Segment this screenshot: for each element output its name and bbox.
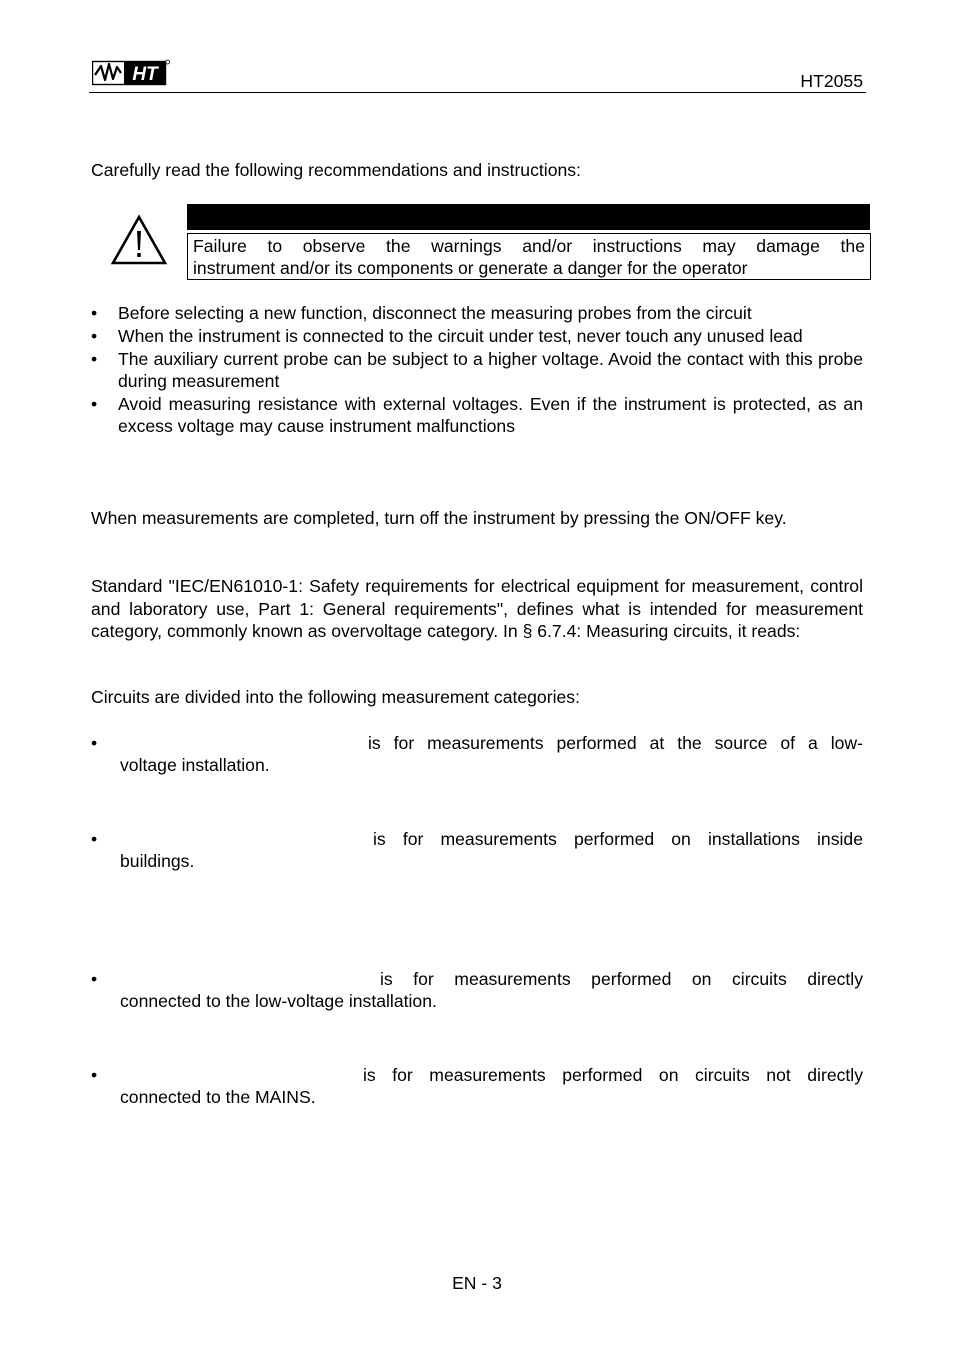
category-item	[91, 828, 863, 872]
category-line-2: connected to the MAINS.	[120, 1087, 316, 1107]
warning-header-bar	[187, 204, 870, 230]
category-item	[91, 732, 863, 776]
bullet-glyph: •	[91, 829, 98, 849]
warning-triangle-icon	[110, 214, 168, 266]
intro-text: Carefully read the following recommendations and instructions:	[91, 160, 581, 180]
page-number: EN - 3	[452, 1273, 502, 1293]
list-item: • The auxiliary current probe can be subject to a higher voltage. Avoid the contact with this probe during measurement	[91, 348, 863, 392]
standard-text: Standard "IEC/EN61010-1: Safety requirements for electrical equipment for measurement, control and laboratory use, Part 1: General requirements", defines what is intended for measurement category, commonly known as overvoltage category. In § 6.7.4: Measuring circuits, it reads:	[91, 576, 863, 641]
bullet-glyph: •	[91, 733, 98, 753]
category-line-2: voltage installation.	[120, 755, 270, 775]
list-item: • Avoid measuring resistance with external voltages. Even if the instrument is protected, as an excess voltage may cause instrument malfunctions	[91, 393, 863, 437]
category-item	[91, 1064, 863, 1108]
list-item: • When the instrument is connected to the circuit under test, never touch any unused lead	[91, 325, 863, 347]
category-item	[91, 968, 863, 1012]
precautions-list	[91, 302, 863, 438]
list-item: • Before selecting a new function, disconnect the measuring probes from the circuit	[91, 302, 863, 324]
circuits-intro-text: Circuits are divided into the following measurement categories:	[91, 687, 580, 707]
category-line-2: buildings.	[120, 851, 195, 871]
warning-line-1: Failure to observe the warnings and/or instructions may damage the	[193, 236, 865, 256]
model-number: HT2055	[800, 71, 863, 91]
bullet-glyph: •	[91, 969, 98, 989]
logo-text: HT	[132, 64, 158, 85]
ht-logo	[92, 58, 170, 88]
category-line-1: is for measurements performed at the source of a low-	[368, 733, 863, 753]
bullet-glyph: •	[91, 1065, 98, 1085]
category-line-1: is for measurements performed on circuits directly	[380, 969, 863, 989]
header-divider	[89, 92, 866, 93]
category-line-2: connected to the low-voltage installation.	[120, 991, 437, 1011]
after-use-text: When measurements are completed, turn off the instrument by pressing the ON/OFF key.	[91, 508, 787, 528]
category-line-1: is for measurements performed on installations inside	[373, 829, 863, 849]
category-line-1: is for measurements performed on circuits not directly	[363, 1065, 863, 1085]
warning-line-2: instrument and/or its components or generate a danger for the operator	[193, 258, 748, 278]
warning-box	[187, 233, 871, 280]
